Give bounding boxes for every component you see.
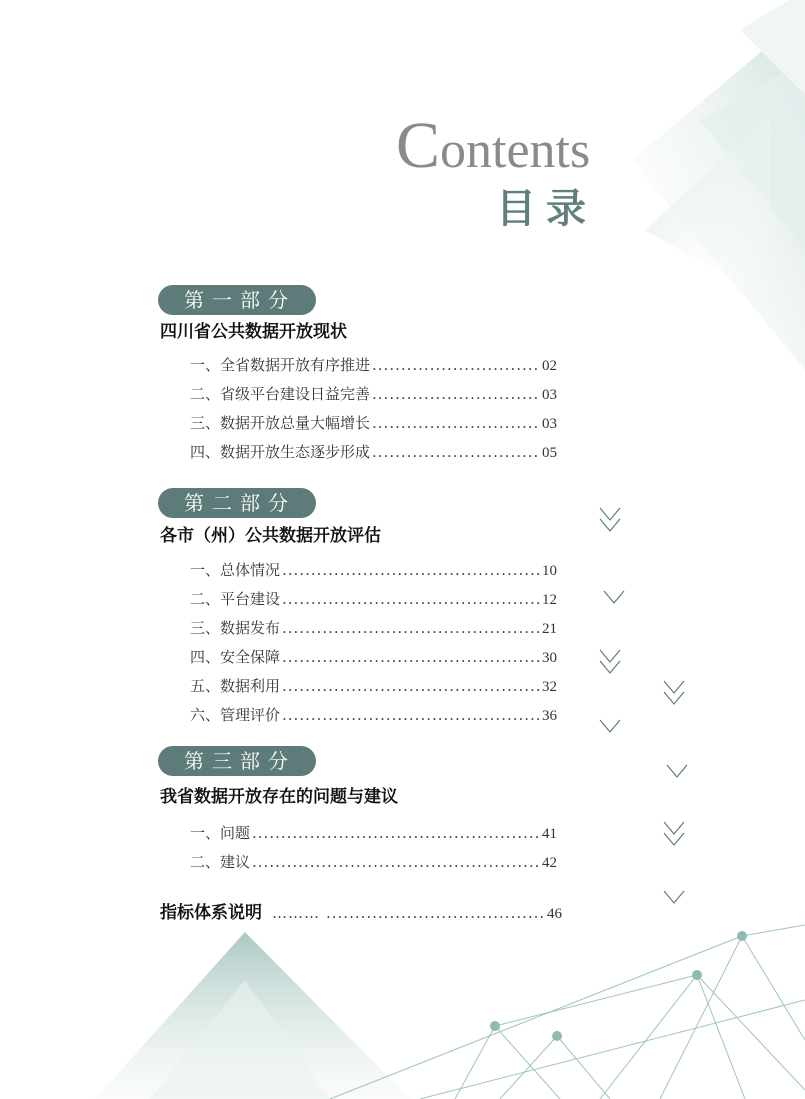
toc-entry-label: 四、安全保障	[190, 648, 281, 666]
contents-title-cn: 目录	[496, 185, 596, 232]
contents-title	[396, 109, 591, 182]
chevron-down-icon	[667, 765, 687, 777]
toc-entry-page: 36	[542, 708, 557, 724]
toc-entry[interactable]	[190, 589, 557, 610]
toc-entry-label: 指标体系说明	[160, 903, 262, 923]
toc-entry[interactable]	[190, 560, 557, 581]
chevron-down-icon	[664, 822, 684, 834]
network-node	[692, 970, 702, 980]
toc-entry-label: 一、全省数据开放有序推进	[190, 356, 371, 374]
part-3-badge: 第三部分	[158, 746, 316, 776]
toc-leader-dots	[372, 413, 540, 433]
toc-entry-page: 02	[542, 358, 557, 374]
toc-entry-page: 03	[542, 387, 557, 403]
network-node	[737, 931, 747, 941]
toc-entry-label: 四、数据开放生态逐步形成	[190, 443, 371, 461]
toc-leader-dots	[372, 442, 540, 462]
toc-entry-label: 二、建议	[190, 853, 251, 871]
toc-leader-dots	[282, 589, 540, 609]
toc-leader-dots	[252, 823, 540, 843]
toc-entry-label: 三、数据发布	[190, 619, 281, 637]
toc-entry[interactable]	[190, 413, 557, 434]
chevron-down-icon	[600, 650, 620, 662]
contents-title-rest: ontents	[440, 122, 591, 179]
toc-entry-label: 二、省级平台建设日益完善	[190, 385, 371, 403]
toc-entry-label: 三、数据开放总量大幅增长	[190, 414, 371, 432]
toc-entry-label: 六、管理评价	[190, 706, 281, 724]
toc-entry-index-system[interactable]	[160, 903, 562, 924]
toc-entry-page: 42	[542, 855, 557, 871]
toc-leader-dots	[282, 560, 540, 580]
contents-title-initial: C	[396, 109, 441, 182]
toc-leader-dots	[282, 676, 540, 696]
chevron-down-icon	[664, 891, 684, 903]
toc-entry-page: 30	[542, 650, 557, 666]
toc-entry[interactable]	[190, 676, 557, 697]
toc-entry-page: 03	[542, 416, 557, 432]
toc-entry[interactable]	[190, 618, 557, 639]
toc-entry-page: 32	[542, 679, 557, 695]
toc-entry-page: 05	[542, 445, 557, 461]
toc-entry[interactable]	[190, 823, 557, 844]
toc-leader-dots	[282, 647, 540, 667]
toc-leader-dots	[372, 355, 540, 375]
toc-entry[interactable]	[190, 355, 557, 376]
toc-entry-label: 二、平台建设	[190, 590, 281, 608]
toc-leader-dots	[282, 705, 540, 725]
toc-leader-dots	[252, 852, 540, 872]
chevron-down-icon	[664, 681, 684, 693]
part-1-badge: 第一部分	[158, 285, 316, 315]
chevron-down-icon	[604, 591, 624, 603]
chevron-down-icon	[600, 720, 620, 732]
toc-entry[interactable]	[190, 647, 557, 668]
network-node	[490, 1021, 500, 1031]
part-2-badge: 第二部分	[158, 488, 316, 518]
toc-entry[interactable]	[190, 705, 557, 726]
part-2-title: 各市（州）公共数据开放评估	[160, 526, 381, 546]
toc-entry-page: 41	[542, 826, 557, 842]
toc-entry[interactable]	[190, 852, 557, 873]
toc-entry-page: 21	[542, 621, 557, 637]
part-3-title: 我省数据开放存在的问题与建议	[160, 787, 398, 807]
toc-leader-dots	[282, 618, 540, 638]
toc-entry[interactable]	[190, 442, 557, 463]
chevron-down-icon	[600, 508, 620, 520]
toc-entry-label: 五、数据利用	[190, 677, 281, 695]
part-1-title: 四川省公共数据开放现状	[160, 322, 347, 342]
toc-entry-page: 10	[542, 563, 557, 579]
toc-entry-label: 一、问题	[190, 824, 251, 842]
toc-entry[interactable]	[190, 384, 557, 405]
toc-entry-page: 46	[547, 906, 562, 922]
network-node	[552, 1031, 562, 1041]
toc-leader-dots	[326, 903, 545, 923]
toc-leader-dots-short: ………	[272, 904, 320, 922]
toc-entry-page: 12	[542, 592, 557, 608]
toc-entry-label: 一、总体情况	[190, 561, 281, 579]
toc-leader-dots	[372, 384, 540, 404]
